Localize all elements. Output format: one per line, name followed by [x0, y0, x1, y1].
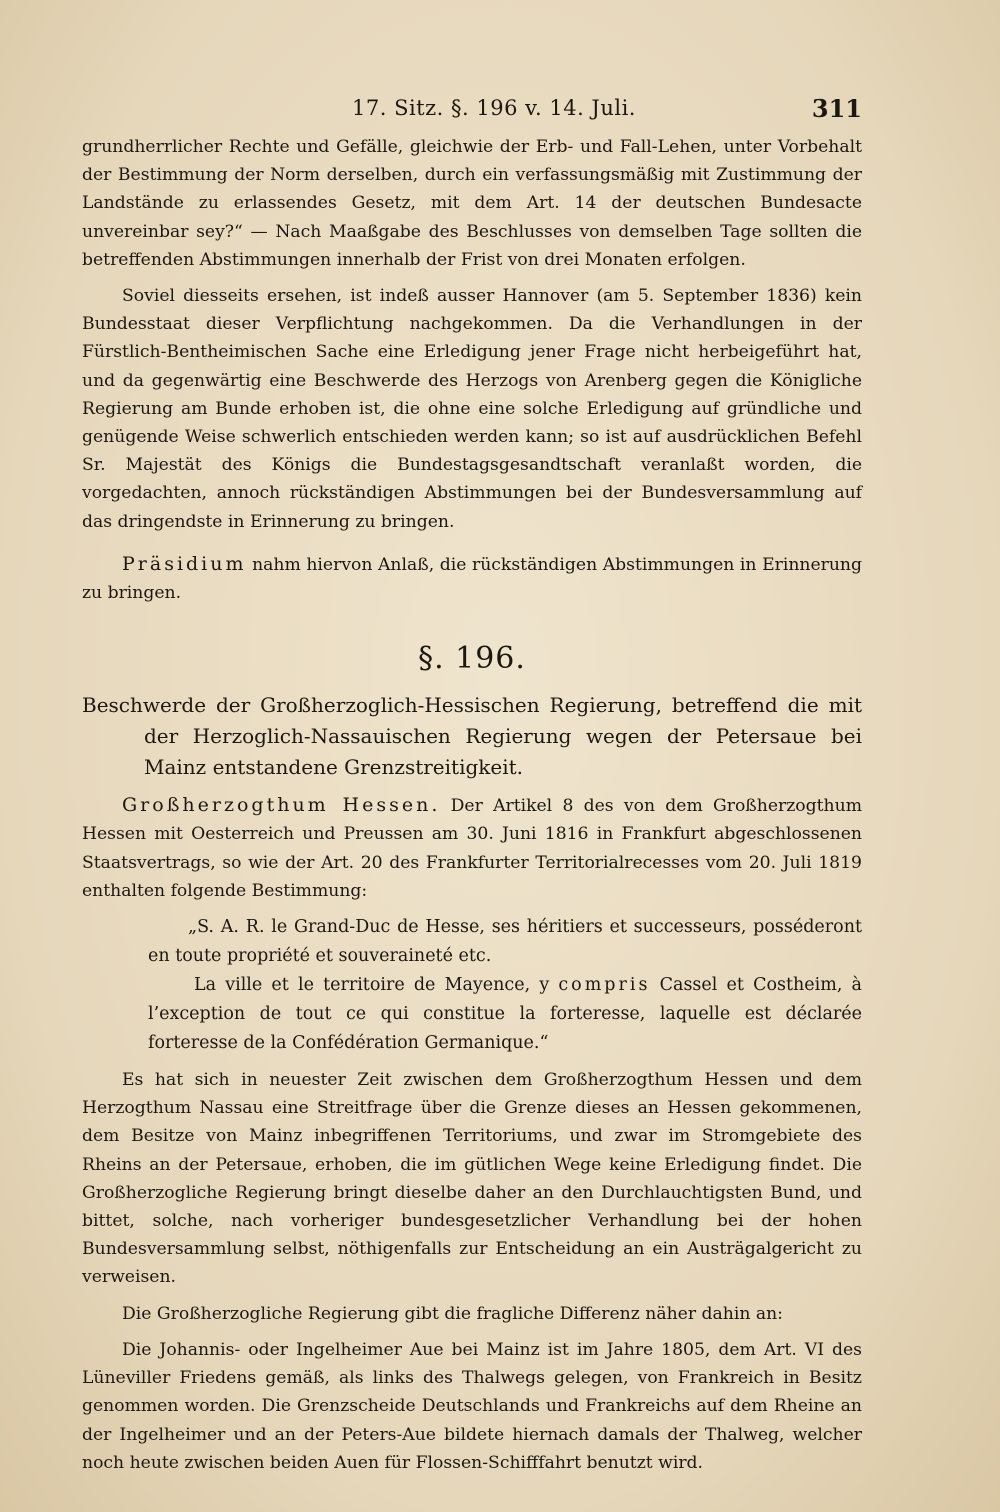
page-header: [82, 90, 862, 130]
paragraph-4-text: Der Artikel 8 des von dem Großherzogthum Hessen mit Oesterreich und Preussen am 30. Juni 1816 in Frankfurt abgeschlossenen Staatsvertrags, so wie der Art. 20 des Frankfurter Territorialrecesses vom 20. Juli 1819 enthalten folgende Bestimmung:: [82, 796, 862, 901]
paragraph-1: grundherrlicher Rechte und Gefälle, gleichwie der Erb- und Fall-Lehen, unter Vorbehalt der Bestimmung der Norm derselben, durch ein verfassungsmäßig mit Zustimmung der Landstände zu erlassendes Gesetz, mit dem Art. 14 der deutschen Bundesacte unvereinbar sey?“ — Nach Maaßgabe des Beschlusses von demselben Tage sollten die betreffenden Abstimmungen innerhalb der Frist von drei Monaten erfolgen.: [82, 137, 862, 270]
paragraph-2: Soviel diesseits ersehen, ist indeß ausser Hannover (am 5. September 1836) kein Bundesstaat dieser Verpflichtung nachgekommen. Da die Verhandlungen in der Fürstlich-Bentheimischen Sache eine Erledigung jener Frage nicht herbeigeführt hat, und da gegenwärtig eine Beschwerde des Herzogs von Arenberg gegen die Königliche Regierung am Bunde erhoben ist, die ohne eine solche Erledigung auf gründliche und genügende Weise schwerlich entschieden werden kann; so ist auf ausdrücklichen Befehl Sr. Majestät des Königs die Bundestagsgesandtschaft veranlaßt worden, die vorgedachten, annoch rückständigen Abstimmungen bei der Bundesversammlung auf das dringendste in Erinnerung zu bringen.: [82, 286, 862, 532]
paragraph-3-text: nahm hiervon Anlaß, die rückständigen Abstimmungen in Erinnerung zu bringen.: [82, 554, 862, 604]
paragraph-5: Es hat sich in neuester Zeit zwischen dem Großherzogthum Hessen und dem Herzogthum Nassau eine Streitfrage über die Grenze dieses an Hessen gekommenen, dem Besitze von Mainz inbegriffenen Territoriums, und zwar im Stromgebiete des Rheins an der Petersaue, erhoben, die im gütlichen Wege keine Erledigung findet. Die Großherzogliche Regierung bringt dieselbe daher an den Durchlauchtigsten Bund, und bittet, solche, nach vorheriger bundesgesetzlicher Verhandlung bei der hohen Bundesversammlung selbst, nöthigenfalls zur Entscheidung an ein Austrägalgericht zu verweisen.: [82, 1070, 862, 1288]
page-number: 311: [811, 94, 862, 123]
page-body: [82, 133, 862, 1477]
quote-part-a: La ville et le territoire de Mayence, y: [194, 975, 559, 996]
quote-spaced-word: compris: [558, 975, 651, 996]
running-head: 17. Sitz. §. 196 v. 14. Juli.: [352, 96, 636, 120]
quote-line-1: „S. A. R. le Grand-Duc de Hesse, ses héritiers et successeurs, posséderont en toute propriété et souveraineté etc.: [148, 917, 862, 967]
state-lead: Großherzogthum Hessen.: [122, 794, 441, 817]
quote-part-b: Cassel et Costheim, à l’exception de tout ce qui constitue la forteresse, laquelle est déclarée forteresse de la Confédération Germanique.“: [148, 975, 862, 1054]
paragraph-6: Die Großherzogliche Regierung gibt die fragliche Differenz näher dahin an:: [122, 1303, 783, 1324]
section-title: Beschwerde der Großherzoglich-Hessischen Regierung, betreffend die mit der Herzoglich-Nassauischen Regierung wegen der Petersaue bei Mainz entstandene Grenzstreitigkeit.: [82, 693, 862, 780]
paragraph-3: [82, 550, 862, 607]
paragraph-7: Die Johannis- oder Ingelheimer Aue bei Mainz ist im Jahre 1805, dem Art. VI des Lüneviller Friedens gemäß, als links des Thalwegs gelegen, von Frankreich in Besitz genommen worden. Die Grenzscheide Deutschlands und Frankreichs auf dem Rheine an der Ingelheimer und an der Peters-Aue bildete hiernach damals der Thalweg, welcher noch heute zwischen beiden Auen für Flossen-Schifffahrt benutzt wird.: [82, 1339, 862, 1473]
quote-line-2: [82, 971, 862, 1058]
french-quote: [82, 913, 862, 1058]
paragraph-4: [82, 791, 862, 905]
praesidium-lead: Präsidium: [122, 552, 247, 575]
section-number: §. 196.: [418, 641, 526, 677]
